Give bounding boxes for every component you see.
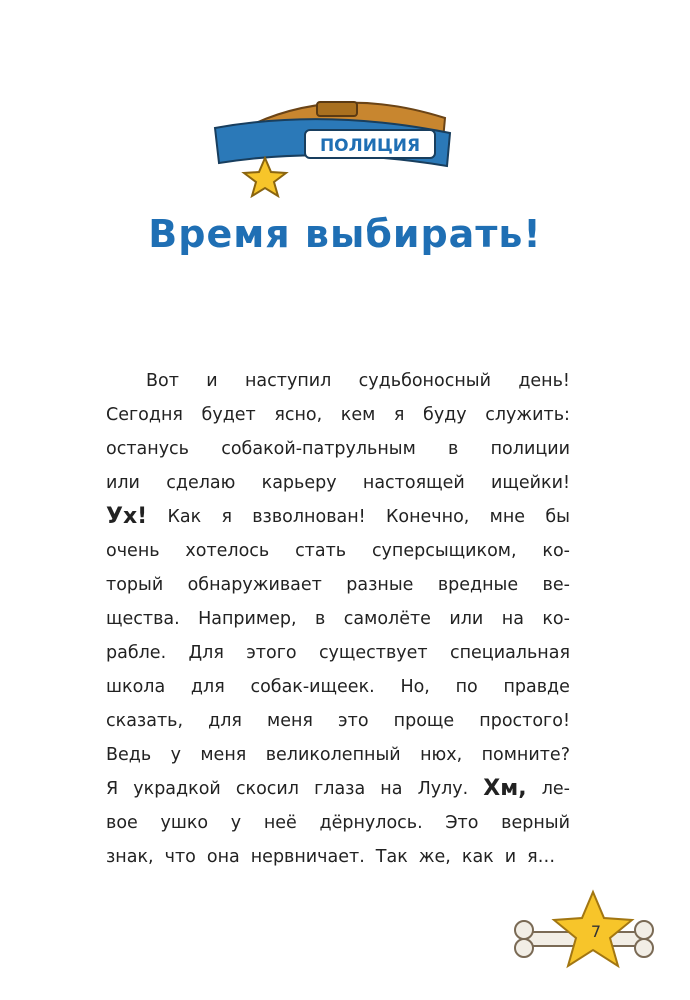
chapter-title: Время выбирать! [148, 212, 542, 256]
word: у [230, 813, 242, 833]
word: Но, [400, 677, 430, 697]
emphasis-word: Ух! [106, 504, 148, 529]
word: в [315, 609, 326, 629]
word: для [190, 677, 225, 697]
word: или [106, 473, 140, 493]
word: помните? [481, 745, 570, 765]
word: вредные [437, 575, 519, 595]
word: собакой-патрульным [221, 439, 416, 459]
word: знак, [106, 847, 154, 867]
text-line [106, 806, 570, 840]
word: ле- [541, 779, 570, 799]
word: и [206, 371, 218, 391]
word: ко- [542, 609, 570, 629]
word: ушко [160, 813, 209, 833]
word: я… [527, 847, 556, 867]
text-line [106, 534, 570, 568]
text-line [106, 602, 570, 636]
word: взволнован! [252, 507, 366, 527]
word: Так [375, 847, 408, 867]
word: сказать, [106, 711, 184, 731]
text-line [106, 568, 570, 602]
word: кем [340, 405, 376, 425]
word: я [393, 405, 405, 425]
word: Конечно, [385, 507, 470, 527]
word: существует [318, 643, 428, 663]
text-line [106, 364, 570, 398]
word: это [338, 711, 369, 731]
word: меня [200, 745, 247, 765]
word: в [448, 439, 459, 459]
word: я [221, 507, 232, 527]
word: простого! [479, 711, 570, 731]
word: щества. [106, 609, 180, 629]
word: Ведь [106, 745, 152, 765]
text-line [106, 704, 570, 738]
word: ве- [542, 575, 570, 595]
body-text [106, 364, 570, 874]
word: для [208, 711, 242, 731]
emphasis-word: Хм, [483, 776, 527, 801]
word: что [164, 847, 196, 867]
word: день! [518, 371, 570, 391]
word: же, [418, 847, 451, 867]
word: вое [106, 813, 138, 833]
word: настоящей [362, 473, 465, 493]
word: разные [346, 575, 414, 595]
word: и [504, 847, 517, 867]
word: хотелось [185, 541, 270, 561]
word: рабле. [106, 643, 167, 663]
word: как [461, 847, 494, 867]
word: обнаруживает [187, 575, 322, 595]
text-line [106, 840, 570, 874]
word: будет [201, 405, 256, 425]
word: Лулу. [417, 779, 469, 799]
word: на [380, 779, 403, 799]
word: служить: [485, 405, 570, 425]
word: бы [545, 507, 570, 527]
word: судьбоносный [358, 371, 491, 391]
word: дёрнулось. [319, 813, 423, 833]
word: нервничает. [250, 847, 365, 867]
text-line [106, 500, 570, 534]
word: очень [106, 541, 160, 561]
police-collar-illustration [205, 88, 465, 198]
word: суперсыщиком, [371, 541, 517, 561]
text-line [106, 466, 570, 500]
word: нюх, [420, 745, 463, 765]
word: по [455, 677, 478, 697]
word: сделаю [166, 473, 236, 493]
word: украдкой [133, 779, 221, 799]
word: или [449, 609, 484, 629]
word: мне [489, 507, 526, 527]
word: глаза [314, 779, 366, 799]
word: неё [263, 813, 297, 833]
word: специальная [449, 643, 570, 663]
word: Это [445, 813, 479, 833]
word: торый [106, 575, 164, 595]
text-line [106, 738, 570, 772]
word: ясно, [274, 405, 323, 425]
word: Вот [146, 371, 179, 391]
word: ко- [542, 541, 570, 561]
word: проще [393, 711, 455, 731]
word: она [206, 847, 240, 867]
word: наступил [244, 371, 332, 391]
word: великолепный [265, 745, 401, 765]
word: буду [423, 405, 467, 425]
text-line [106, 398, 570, 432]
text-line [106, 772, 570, 806]
word: скосил [235, 779, 299, 799]
word: стать [295, 541, 347, 561]
word: собак-ищеек. [250, 677, 375, 697]
star-tag-icon [244, 158, 286, 196]
word: останусь [106, 439, 189, 459]
text-line [106, 636, 570, 670]
word: школа [106, 677, 166, 697]
collar-label: ПОЛИЦИЯ [319, 136, 421, 156]
word: Я [106, 779, 119, 799]
word: Например, [198, 609, 297, 629]
word: верный [501, 813, 570, 833]
word: полиции [490, 439, 570, 459]
word: карьеру [261, 473, 337, 493]
page-number: 7 [590, 922, 602, 941]
text-line [106, 670, 570, 704]
word: у [170, 745, 181, 765]
word: правде [503, 677, 570, 697]
word: Для [188, 643, 224, 663]
word: на [501, 609, 524, 629]
word: самолёте [343, 609, 431, 629]
word: Сегодня [106, 405, 183, 425]
word: этого [246, 643, 297, 663]
text-line [106, 432, 570, 466]
word: ищейки! [491, 473, 570, 493]
word: меня [267, 711, 313, 731]
collar-buckle [317, 102, 357, 116]
word: Как [167, 507, 202, 527]
